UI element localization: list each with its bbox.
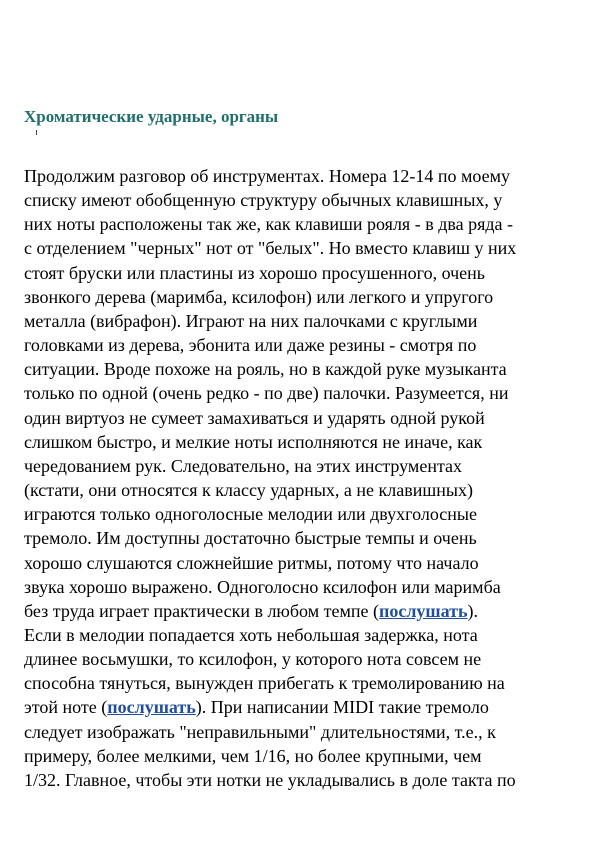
text-line: них ноты расположены так же, как клавиши рояля - в два ряда - <box>24 214 514 235</box>
text-line: Если в мелодии попадается хоть небольшая задержка, нота <box>24 624 478 645</box>
section-heading: Хроматические ударные, органы <box>24 107 279 126</box>
text-line: один виртуоз не сумеет замахиваться и ударять одной рукой <box>24 407 485 428</box>
text-line: звонкого дерева (маримба, ксилофон) или легкого и упругого <box>24 286 494 307</box>
body-paragraph <box>24 164 579 792</box>
text-segment: без труда играет практически в любом темпе ( <box>24 600 379 621</box>
text-line: тремоло. Им доступны достаточно быстрые темпы и очень <box>24 528 477 549</box>
text-line: 1/32. Главное, чтобы эти нотки не укладывались в доле такта по <box>24 769 516 790</box>
text-line: только по одной (очень редко - по две) палочки. Разумеется, ни <box>24 383 509 404</box>
text-segment: ). При написании MIDI такие тремоло <box>195 697 489 718</box>
text-line: длинее восьмушки, то ксилофон, у которого нота совсем не <box>24 649 482 670</box>
text-line: слишком быстро, и мелкие ноты исполняются не иначе, как <box>24 431 483 452</box>
text-line: хорошо слушаются сложнейшие ритмы, потому что начало <box>24 552 479 573</box>
text-segment: этой ноте ( <box>24 697 108 718</box>
text-line: (кстати, они относятся к классу ударных, а не клавишных) <box>24 480 473 501</box>
text-line: звука хорошо выражено. Одноголосно ксилофон или маримба <box>24 576 501 597</box>
text-line: головками из дерева, эбонита или даже резины - смотря по <box>24 335 477 356</box>
marker-tick <box>36 130 37 135</box>
text-line: чередованием рук. Следовательно, на этих инструментах <box>24 455 463 476</box>
listen-link[interactable]: послушать <box>378 600 468 621</box>
text-segment: ). <box>467 600 479 621</box>
text-line: списку имеют обобщенную структуру обычных клавишных, у <box>24 190 503 211</box>
text-line: следует изображать "неправильными" длительностями, т.е., к <box>24 721 496 742</box>
listen-link[interactable]: послушать <box>107 697 196 718</box>
text-line <box>24 599 579 623</box>
text-line: стоят бруски или пластины из хорошо просушенного, очень <box>24 262 485 283</box>
text-line: Продолжим разговор об инструментах. Номера 12-14 по моему <box>24 166 511 186</box>
text-line: способна тянуться, вынужден прибегать к тремолированию на <box>24 673 505 694</box>
text-line <box>24 695 579 719</box>
text-line: ситуации. Вроде похоже на рояль, но в каждой руке музыканта <box>24 359 507 380</box>
text-line: с отделением "черных" нот от "белых". Но вместо клавиш у них <box>24 238 517 259</box>
text-line: металла (вибрафон). Играют на них палочками с круглыми <box>24 310 478 331</box>
text-line: примеру, более мелкими, чем 1/16, но более крупными, чем <box>24 745 482 766</box>
text-line: играются только одноголосные мелодии или двухголосные <box>24 504 477 525</box>
